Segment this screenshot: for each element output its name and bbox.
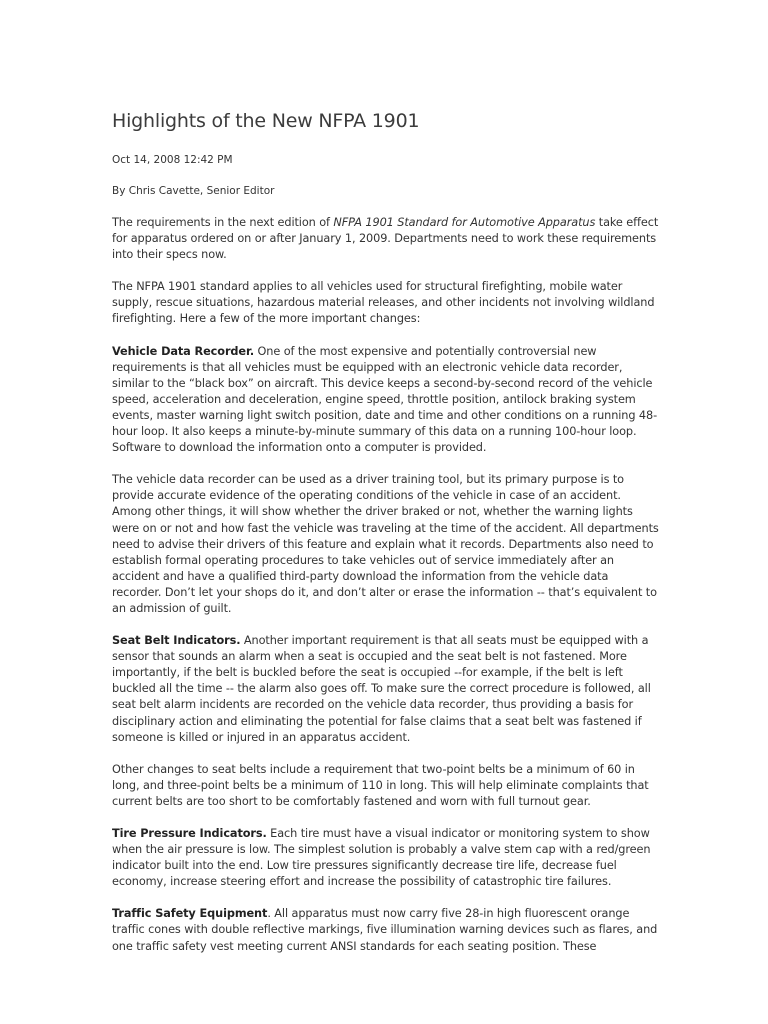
seatbelt-text: Another important requirement is that all seats must be equipped with a sensor that sounds an alarm when a seat is occupied and the seat belt is not fastened. More importantly, if the belt is buckled before the seat is occupied --for example, if the belt is left buckled all the time -- the alarm also goes off. To make sure the correct procedure is followed, all seat belt alarm incidents are recorded on the vehicle data recorder, thus providing a basis for disciplinary action and eliminating the potential for false claims that a seat belt was fastened if someone is killed or injured in an apparatus accident. — [112, 634, 651, 744]
tire-paragraph — [112, 826, 660, 890]
traffic-paragraph — [112, 906, 660, 954]
seatbelt-paragraph — [112, 633, 660, 746]
article-title: Highlights of the New NFPA 1901 — [112, 110, 420, 132]
tire-heading: Tire Pressure Indicators. — [112, 827, 267, 840]
vdr-heading: Vehicle Data Recorder. — [112, 344, 255, 358]
vdr-text: One of the most expensive and potentially controversial new requirements is that all vehicles must be equipped with an electronic vehicle data recorder, similar to the “black box” on aircraft. This device keeps a second-by-second record of the vehicle speed, acceleration and deceleration, engine speed, throttle position, antilock braking system events, master warning light switch position, date and time and other conditions on a running 48-hour loop. It also keeps a minute-by-minute summary of this data on a running 100-hour loop. Software to download the information onto a computer is provided. — [112, 344, 658, 455]
intro-text-before: The requirements in the next edition of — [112, 216, 334, 229]
traffic-heading: Traffic Safety Equipment — [112, 907, 268, 921]
vdr-purpose-paragraph: The vehicle data recorder can be used as a driver training tool, but its primary purpose is to provide accurate evidence of the operating conditions of the vehicle in case of an accident. Among other things, it will show whether the driver braked or not, whether the warning lights were on or not and how fast the vehicle was traveling at the time of the accident. All departments need to advise their drivers of this feature and explain what it records. Departments also need to establish formal operating procedures to take vehicles out of service immediately after an accident and have a qualified third-party download the information from the vehicle data recorder. Don’t let your shops do it, and don’t alter or erase the information -- that’s equivalent to an admission of guilt. — [112, 473, 659, 615]
scope-paragraph: The NFPA 1901 standard applies to all vehicles used for structural firefighting, mobile water supply, rescue situations, hazardous material releases, and other incidents not involving wildland firefighting. Here a few of the more important changes: — [112, 280, 655, 326]
traffic-text: . All apparatus must now carry five 28-in high fluorescent orange traffic cones with double reflective markings, five illumination warning devices such as flares, and one traffic safety vest meeting current ANSI standards for each seating position. These — [112, 907, 658, 953]
intro-text-after: take effect for apparatus ordered on or after January 1, 2009. Departments need to work these requirements into their specs now. — [112, 216, 659, 262]
seatbelt-heading: Seat Belt Indicators. — [112, 634, 241, 648]
vdr-paragraph — [112, 344, 660, 457]
seatbelt-changes-paragraph: Other changes to seat belts include a requirement that two-point belts be a minimum of 60 in long, and three-point belts be a minimum of 110 in long. This will help eliminate complaints that current belts are too short to be comfortably fastened and worn with full turnout gear. — [112, 762, 649, 808]
article-date: Oct 14, 2008 12:42 PM — [112, 154, 233, 166]
intro-paragraph — [112, 215, 660, 263]
article — [112, 108, 660, 971]
standard-title: NFPA 1901 Standard for Automotive Apparatus — [333, 216, 596, 229]
article-byline: By Chris Cavette, Senior Editor — [112, 185, 275, 197]
tire-text: Each tire must have a visual indicator or monitoring system to show when the air pressure is low. The simplest solution is probably a valve stem cap with a red/green indicator built into the end. Low tire pressures significantly decrease tire life, decrease fuel economy, increase steering effort and increase the possibility of catastrophic tire failures. — [112, 827, 651, 889]
